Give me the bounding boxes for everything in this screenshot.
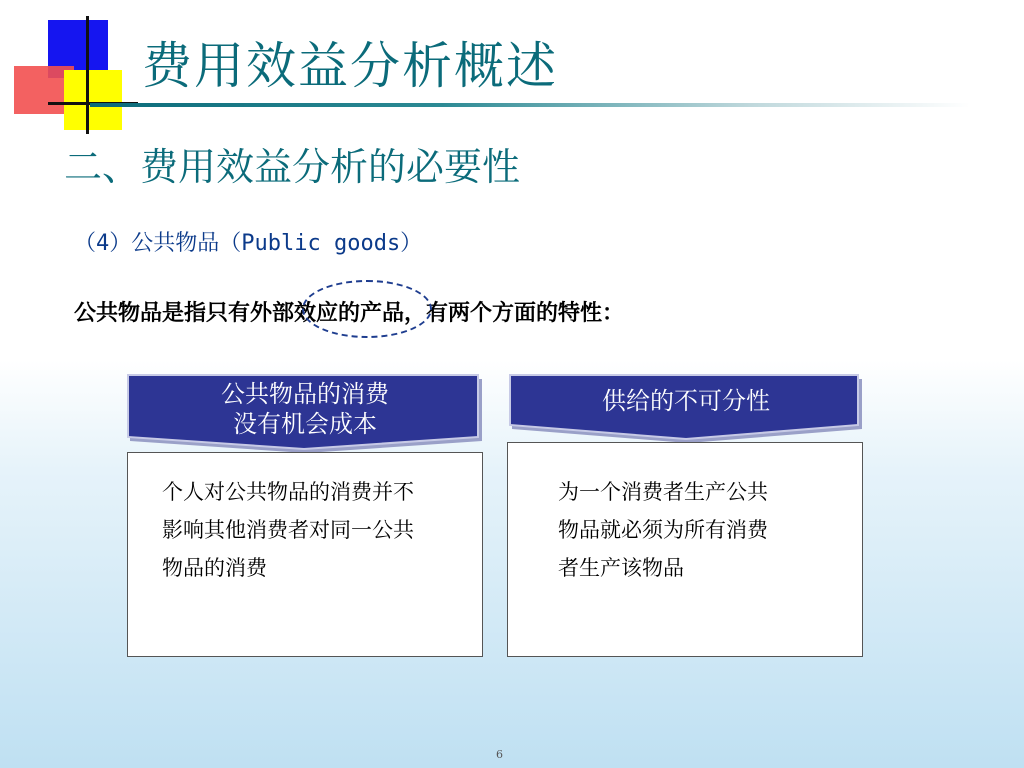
logo-decoration (0, 0, 140, 140)
card-1-body-line3: 物品的消费 (162, 556, 267, 580)
card-2-body-line1: 为一个消费者生产公共 (558, 480, 768, 504)
section-heading: （4）公共物品（Public goods） (74, 231, 423, 256)
slide-title: 费用效益分析概述 (142, 37, 558, 95)
card-1-body-line2: 影响其他消费者对同一公共 (162, 518, 414, 542)
card-1-body (127, 452, 483, 657)
title-underline (90, 103, 970, 107)
card-2-header-line1: 供给的不可分性 (602, 387, 770, 415)
card-2-body (507, 442, 863, 657)
card-2-body-line2: 物品就必须为所有消费 (558, 518, 768, 542)
card-1-body-line1: 个人对公共物品的消费并不 (162, 480, 414, 504)
card-2-header (508, 373, 864, 447)
card-1-header (126, 373, 484, 457)
page-number: 6 (496, 748, 503, 761)
logo-yellow-square (64, 70, 122, 130)
card-1-header-line1: 公共物品的消费 (221, 380, 389, 408)
card-2-body-line3: 者生产该物品 (558, 556, 684, 580)
highlight-ellipse (302, 280, 432, 338)
description-text: 公共物品是指只有外部效应的产品，有两个方面的特性： (74, 301, 625, 326)
slide-subtitle: 二、费用效益分析的必要性 (64, 145, 521, 189)
card-1-header-line2: 没有机会成本 (233, 410, 377, 438)
logo-vertical-line (86, 16, 89, 134)
